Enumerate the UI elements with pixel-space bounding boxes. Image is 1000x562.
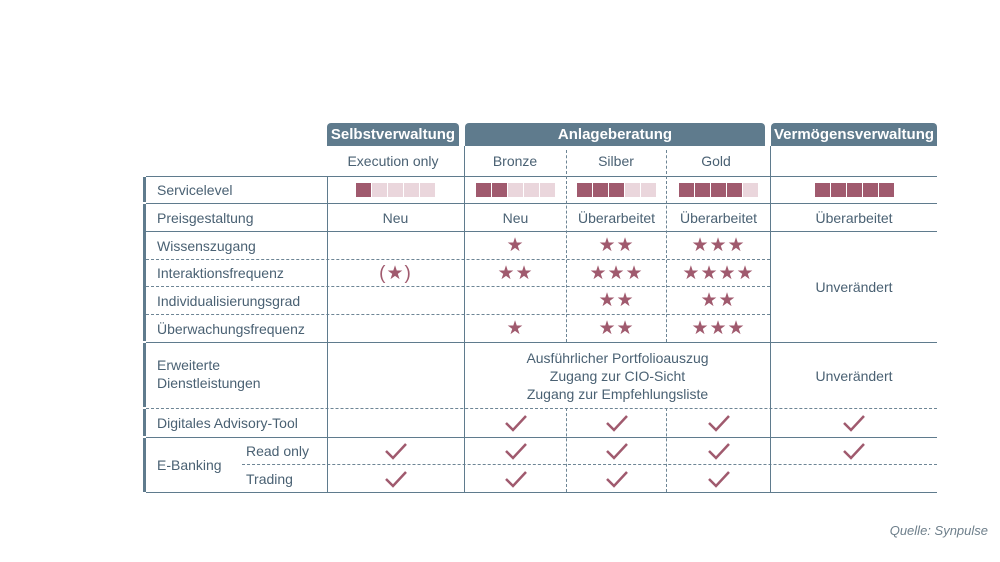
check-icon <box>606 414 628 432</box>
check-icon <box>606 470 628 488</box>
servicelevel-segment <box>524 183 539 197</box>
row-label-wissenszugang: Wissenszugang <box>157 237 256 254</box>
row-marker <box>143 343 146 407</box>
servicelevel-segment <box>831 183 846 197</box>
pricing-wealth: Überarbeitet <box>815 209 893 226</box>
knowledge-bronze-stars: ★ <box>506 235 525 256</box>
readonly-wealth <box>771 438 937 464</box>
tool-wealth <box>771 409 937 437</box>
row-label-line: Erweiterte <box>157 357 221 373</box>
row-marker <box>143 438 146 492</box>
row-marker <box>143 204 146 341</box>
row-label-individualisierungsgrad: Individualisierungsgrad <box>157 292 301 309</box>
servicelevel-execution <box>327 177 464 203</box>
trading-silver <box>567 465 666 492</box>
source-note: Quelle: Synpulse <box>889 523 988 538</box>
interaction-bronze-stars: ★★ <box>497 262 534 284</box>
header-selbstverwaltung: Selbstverwaltung <box>327 123 459 146</box>
row-label-erweiterte-dienstleistungen <box>157 356 261 392</box>
check-icon <box>708 414 730 432</box>
servicelevel-silver <box>567 177 666 203</box>
pricing-gold: Überarbeitet <box>679 209 758 226</box>
wealth-unchanged: Unverändert <box>815 279 893 295</box>
interaction-execution-stars: (★) <box>379 262 412 284</box>
subheader-silber: Silber <box>598 153 634 169</box>
individualization-silver-stars: ★★ <box>598 290 635 311</box>
subheader-gold: Gold <box>701 153 731 169</box>
divider <box>566 150 567 174</box>
row-marker <box>143 177 146 202</box>
row-label-read-only: Read only <box>246 443 310 459</box>
row-label-interaktionsfrequenz: Interaktionsfrequenz <box>157 265 284 281</box>
servicelevel-segment <box>695 183 710 197</box>
readonly-gold <box>667 438 770 464</box>
trading-bronze <box>465 465 566 492</box>
extended-services-list <box>465 343 770 414</box>
pricing-execution: Neu <box>382 209 409 226</box>
servicelevel-segment <box>577 183 592 197</box>
check-icon <box>505 442 527 460</box>
servicelevel-meter <box>815 183 894 197</box>
pricing-silver: Überarbeitet <box>577 209 656 226</box>
servicelevel-bronze <box>465 177 566 203</box>
monitoring-bronze-stars: ★ <box>506 318 525 339</box>
servicelevel-segment <box>879 183 894 197</box>
servicelevel-segment <box>372 183 387 197</box>
row-label-trading: Trading <box>246 470 293 487</box>
tool-gold <box>667 409 770 437</box>
row-label-ueberwachungsfrequenz: Überwachungsfrequenz <box>157 320 305 337</box>
servicelevel-segment <box>711 183 726 197</box>
row-label-preisgestaltung: Preisgestaltung <box>157 209 254 226</box>
monitoring-gold-stars: ★★★ <box>691 318 746 339</box>
servicelevel-gold <box>667 177 770 203</box>
row-label-line: Dienstleistungen <box>157 375 261 391</box>
monitoring-silver-stars: ★★ <box>598 318 635 339</box>
readonly-bronze <box>465 438 566 464</box>
knowledge-silver-stars: ★★ <box>598 235 635 256</box>
readonly-execution <box>327 438 464 464</box>
extended-services-wealth: Unverändert <box>815 367 893 384</box>
check-icon <box>385 470 407 488</box>
servicelevel-segment <box>847 183 862 197</box>
check-icon <box>505 470 527 488</box>
servicelevel-segment <box>609 183 624 197</box>
grid-line <box>146 492 937 493</box>
servicelevel-wealth <box>771 177 937 203</box>
row-label-digitales-advisory-tool: Digitales Advisory-Tool <box>157 415 298 431</box>
header-anlageberatung: Anlageberatung <box>465 123 765 146</box>
trading-gold <box>667 465 770 492</box>
servicelevel-segment <box>420 183 435 197</box>
row-label-servicelevel: Servicelevel <box>157 182 233 198</box>
check-icon <box>606 442 628 460</box>
servicelevel-segment <box>356 183 371 197</box>
trading-execution <box>327 465 464 492</box>
interaction-gold-stars: ★★★★ <box>682 262 755 284</box>
interaction-silver-stars: ★★★ <box>589 262 644 284</box>
subheader-bronze: Bronze <box>492 153 538 169</box>
servicelevel-segment <box>476 183 491 197</box>
knowledge-gold-stars: ★★★ <box>691 235 746 256</box>
individualization-gold-stars: ★★ <box>700 290 737 311</box>
servicelevel-segment <box>815 183 830 197</box>
check-icon <box>843 442 865 460</box>
extended-service-item: Zugang zur Empfehlungsliste <box>526 386 709 402</box>
servicelevel-segment <box>388 183 403 197</box>
servicelevel-segment <box>641 183 656 197</box>
row-marker <box>143 409 146 436</box>
servicelevel-meter <box>679 183 758 197</box>
servicelevel-meter <box>476 183 555 197</box>
check-icon <box>708 442 730 460</box>
servicelevel-segment <box>508 183 523 197</box>
servicelevel-meter <box>577 183 656 197</box>
check-icon <box>385 442 407 460</box>
header-vermoegensverwaltung: Vermögensverwaltung <box>771 123 937 146</box>
servicelevel-segment <box>593 183 608 197</box>
servicelevel-segment <box>743 183 758 197</box>
servicelevel-segment <box>404 183 419 197</box>
tool-bronze <box>465 409 566 437</box>
servicelevel-segment <box>679 183 694 197</box>
servicelevel-segment <box>625 183 640 197</box>
extended-service-item: Zugang zur CIO-Sicht <box>549 368 686 384</box>
subheader-execution-only: Execution only <box>347 153 439 169</box>
servicelevel-segment <box>540 183 555 197</box>
check-icon <box>708 470 730 488</box>
divider <box>666 150 667 174</box>
check-icon <box>843 414 865 432</box>
readonly-silver <box>567 438 666 464</box>
servicelevel-segment <box>727 183 742 197</box>
tool-silver <box>567 409 666 437</box>
servicelevel-segment <box>492 183 507 197</box>
servicelevel-segment <box>863 183 878 197</box>
pricing-bronze: Neu <box>502 209 529 226</box>
check-icon <box>505 414 527 432</box>
servicelevel-meter <box>356 183 435 197</box>
extended-service-item: Ausführlicher Portfolioauszug <box>526 350 709 366</box>
row-label-e-banking: E-Banking <box>157 457 222 473</box>
